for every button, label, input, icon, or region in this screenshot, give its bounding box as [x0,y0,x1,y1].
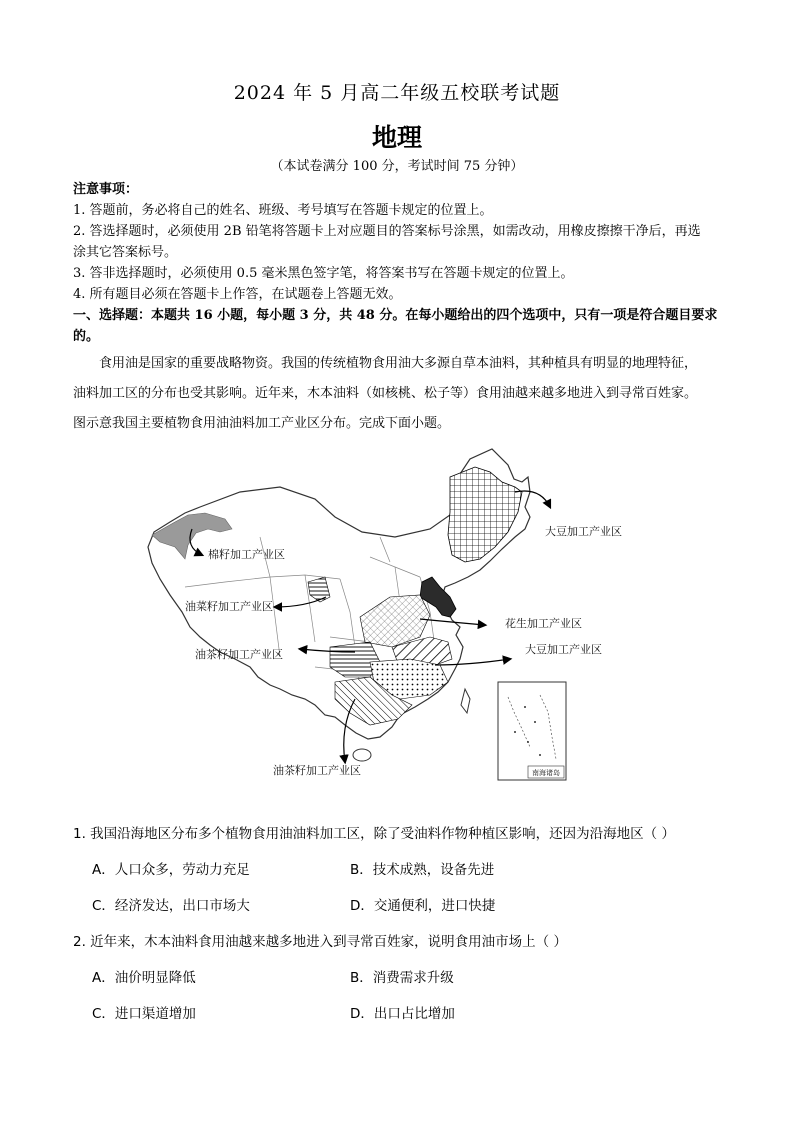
passage-line: 食用油是国家的重要战略物资。我国的传统植物食用油大多源自草本油料，其种植具有明显的地理特征， [73,356,698,371]
hainan-island [353,749,371,761]
instructions-heading: 注意事项： [73,182,139,197]
question-1-option-c: C．经济发达，出口市场大 [92,898,250,914]
label-camellia-w: 油茶籽加工产业区 [195,648,283,661]
question-2-option-a: A．油价明显降低 [92,970,196,986]
south-china-sea-inset [498,682,566,780]
instruction-item: 3. 答非选择题时，必须使用 0.5 毫米黑色签字笔，将答案书写在答题卡规定的位置上。 [73,266,574,281]
passage-line: 油料加工区的分布也受其影响。近年来，木本油料（如核桃、松子等）食用油越来越多地进入到寻常百姓家。 [73,386,698,401]
instruction-item: 涂其它答案标号。 [73,245,178,260]
taiwan-island [461,689,470,713]
section-heading-cont: 的。 [73,329,100,344]
label-rapeseed: 油菜籽加工产业区 [185,600,273,613]
question-1-stem: 1. 我国沿海地区分布多个植物食用油油料加工区，除了受油料作物种植区影响，还因为沿海地区（ ） [73,826,675,842]
label-soybean-e: 大豆加工产业区 [525,643,602,656]
label-soybean-ne: 大豆加工产业区 [545,525,622,538]
exam-note: （本试卷满分 100 分，考试时间 75 分钟） [270,159,524,174]
question-2-option-b: B．消费需求升级 [350,970,454,986]
instruction-item: 2. 答选择题时，必须使用 2B 铅笔将答题卡上对应题目的答案标号涂黑，如需改动，用橡皮擦擦干净后，再选 [73,224,701,239]
instruction-item: 1. 答题前，务必将自己的姓名、班级、考号填写在答题卡规定的位置上。 [73,203,493,218]
passage-line: 图示意我国主要植物食用油油料加工产业区分布。完成下面小题。 [73,416,451,431]
label-peanut: 花生加工产业区 [505,617,582,630]
china-oil-processing-map [130,437,670,782]
label-cotton: 棉籽加工产业区 [208,548,285,561]
exam-title: 2024 年 5 月高二年级五校联考试题 [233,82,561,104]
inset-label: 南海诸岛 [532,769,560,777]
subject-title: 地理 [371,123,422,152]
question-2-option-c: C．进口渠道增加 [92,1006,196,1022]
label-camellia-s: 油茶籽加工产业区 [273,764,361,777]
question-2-stem: 2. 近年来，木本油料食用油越来越多地进入到寻常百姓家，说明食用油市场上（ ） [73,934,567,950]
question-1-option-a: A．人口众多，劳动力充足 [92,862,250,878]
question-1-option-b: B．技术成熟，设备先进 [350,862,495,878]
question-2-option-d: D．出口占比增加 [350,1006,455,1022]
instruction-item: 4. 所有题目必须在答题卡上作答，在试题卷上答题无效。 [73,287,402,302]
question-1-option-d: D．交通便利，进口快捷 [350,898,496,914]
section-heading: 一、选择题：本题共 16 小题，每小题 3 分，共 48 分。在每小题给出的四个选项中，只有一项是符合题目要求 [73,308,718,323]
